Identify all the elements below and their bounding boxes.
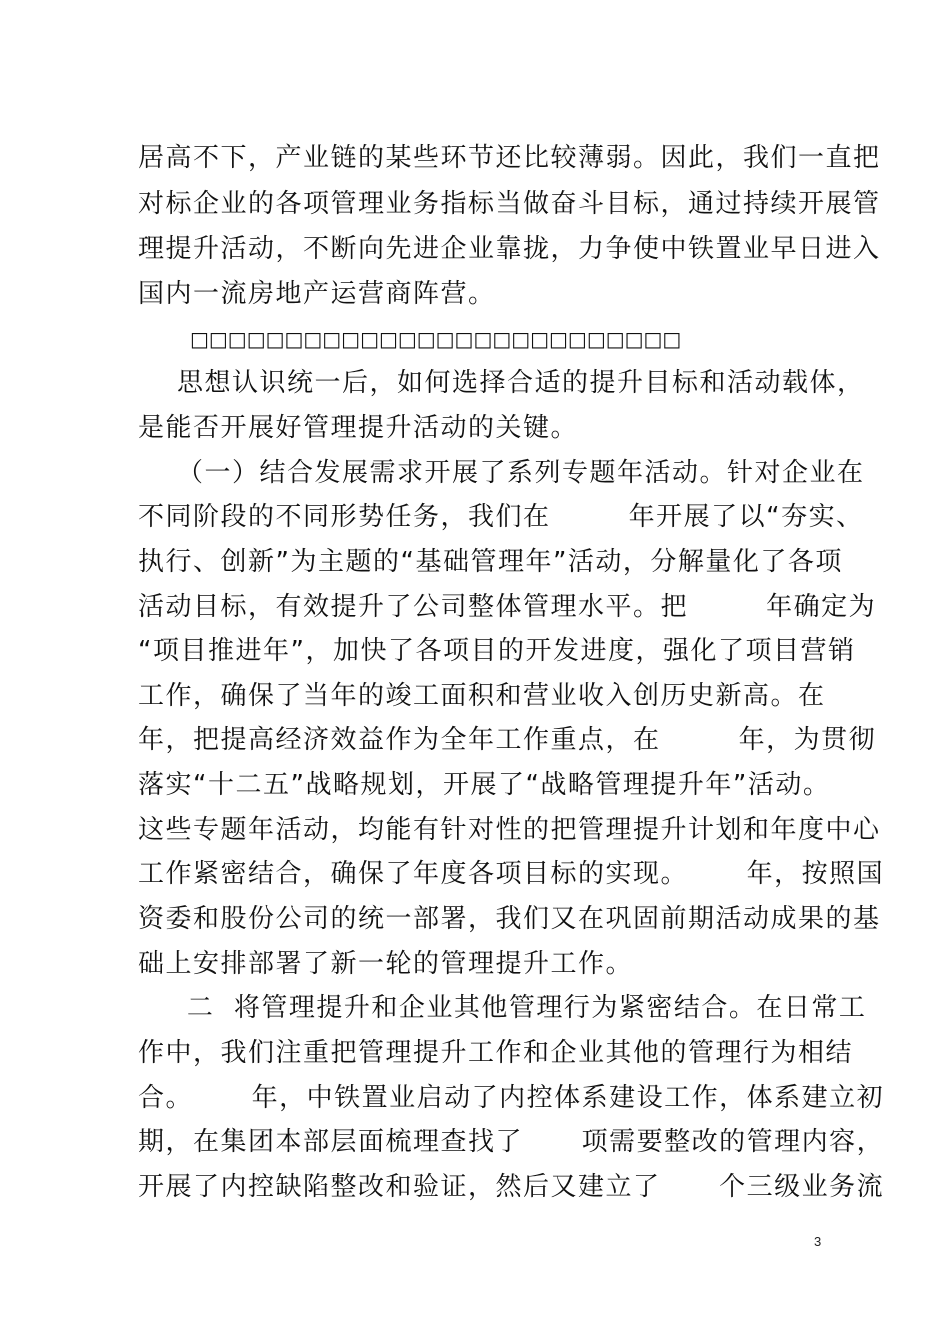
- body-text-line: 国内一流房地产运营商阵营。: [138, 279, 496, 309]
- body-text-line: 础上安排部署了新一轮的管理提升工作。: [138, 949, 634, 979]
- body-text-line: “项目推进年”，加快了各项目的开发进度，强化了项目营销: [138, 636, 856, 666]
- body-text-line: 不同阶段的不同形势任务，我们在 年开展了以“夯实、: [138, 502, 864, 532]
- body-text-line: 落实“十二五”战略规划，开展了“战略管理提升年”活动。: [138, 770, 831, 800]
- body-text-line: 工作，确保了当年的竣工面积和营业收入创历史新高。在: [138, 681, 826, 711]
- body-text-line: 这些专题年活动，均能有针对性的把管理提升计划和年度中心: [138, 815, 881, 845]
- body-text-line: 资委和股份公司的统一部署，我们又在巩固前期活动成果的基: [138, 904, 881, 934]
- body-text-line: （一）结合发展需求开展了系列专题年活动。针对企业在: [138, 458, 865, 488]
- body-text-line: 是能否开展好管理提升活动的关键。: [138, 413, 579, 443]
- page-number: 3: [814, 1234, 822, 1249]
- body-text-line: 活动目标，有效提升了公司整体管理水平。把 年确定为: [138, 592, 877, 622]
- section-heading-placeholder: □□□□□□□□□□□□□□□□□□□□□□□□□□: [190, 327, 682, 351]
- body-text-line: 居高不下，产业链的某些环节还比较薄弱。因此，我们一直把: [138, 143, 881, 173]
- body-text-line: 期，在集团本部层面梳理查找了 项需要整改的管理内容，: [138, 1127, 885, 1157]
- body-text-line: 作中，我们注重把管理提升工作和企业其他的管理行为相结: [138, 1038, 854, 1068]
- body-text-line: 对标企业的各项管理业务指标当做奋斗目标，通过持续开展管: [138, 189, 881, 219]
- body-text-line: 工作紧密结合，确保了年度各项目标的实现。 年，按照国: [138, 859, 885, 889]
- body-text-line: 思想认识统一后，如何选择合适的提升目标和活动载体，: [138, 368, 865, 398]
- body-text-line: 二 将管理提升和企业其他管理行为紧密结合。在日常工: [138, 993, 867, 1023]
- body-text-line: 开展了内控缺陷整改和验证，然后又建立了 个三级业务流: [138, 1172, 885, 1202]
- body-text-line: 执行、创新”为主题的“基础管理年”活动，分解量化了各项: [138, 547, 843, 577]
- body-text-line: 年，把提高经济效益作为全年工作重点，在 年，为贯彻: [138, 725, 877, 755]
- body-text-line: 理提升活动，不断向先进企业靠拢，力争使中铁置业早日进入: [138, 234, 881, 264]
- body-text-line: 合。 年，中铁置业启动了内控体系建设工作，体系建立初: [138, 1083, 885, 1113]
